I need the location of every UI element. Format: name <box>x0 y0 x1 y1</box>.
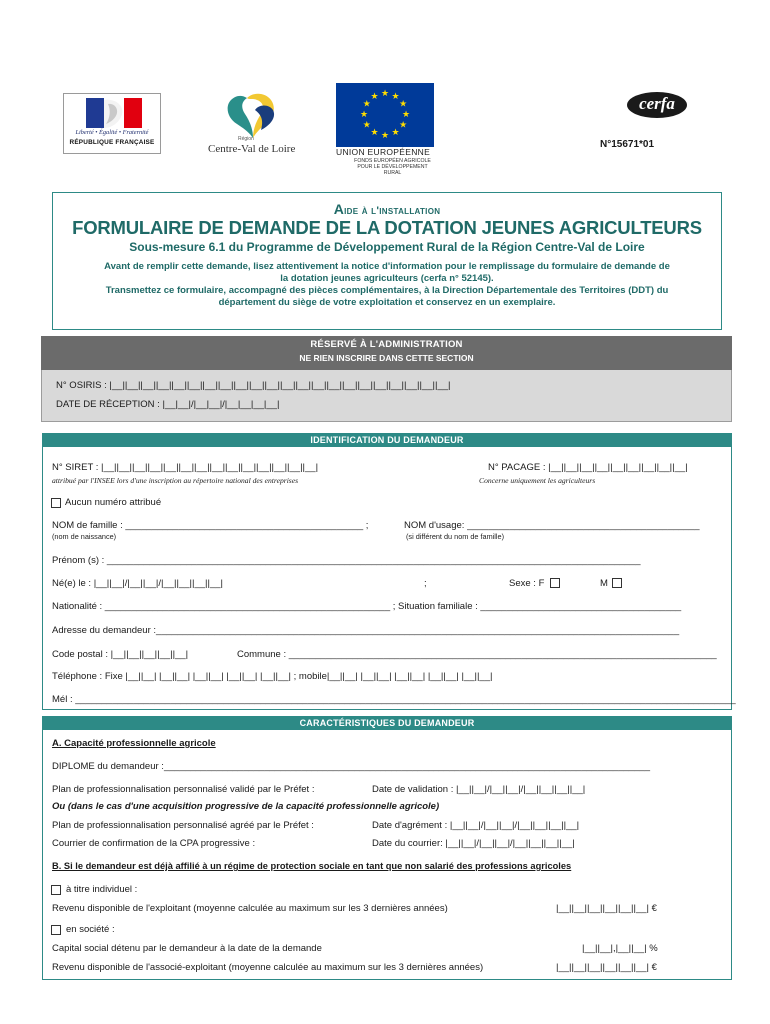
osiris-field: N° OSIRIS : |__||__||__||__||__||__||__||__||__||__||__||__||__||__||__||__||__||__||__||__||__||__| <box>56 380 451 391</box>
svg-text:★: ★ <box>399 120 408 131</box>
form-subtitle: Sous-mesure 6.1 du Programme de Développement Rural de la Région Centre-Val de Loire <box>129 240 645 254</box>
notice-line-4: département du siège de votre exploitation et conservez en un exemplaire. <box>218 297 556 308</box>
revenu-associe-label: Revenu disponible de l'associé-exploitant (moyenne calculée au maximum sur les 3 dernières années) <box>52 962 484 973</box>
nom-famille-field[interactable]: NOM de famille : _____________________________________________ ; <box>52 520 369 531</box>
naissance-field[interactable]: Né(e) le : |__||__|/|__||__|/|__||__||__||__| <box>52 578 224 589</box>
svg-text:★: ★ <box>391 91 400 102</box>
svg-text:★: ★ <box>362 99 371 110</box>
courrier-label: Courrier de confirmation de la CPA progressive : <box>52 838 256 849</box>
admin-section-body <box>41 370 732 422</box>
svg-text:★: ★ <box>380 89 390 99</box>
sexe-label: Sexe : F <box>509 578 545 589</box>
svg-text:★: ★ <box>380 131 390 141</box>
nom-usage-note: (si différent du nom de famille) <box>406 532 505 541</box>
eu-fonds-line-1: FONDS EUROPÉEN AGRICOLE <box>354 158 431 164</box>
adresse-field[interactable]: Adresse du demandeur :___________________________________________________________________________________________________ <box>52 625 680 636</box>
form-title: FORMULAIRE DE DEMANDE DE LA DOTATION JEUNES AGRICULTEURS <box>72 217 702 238</box>
nom-famille-note: (nom de naissance) <box>52 532 117 541</box>
eu-fonds-line-2: POUR LE DÉVELOPPEMENT RURAL <box>357 164 428 176</box>
aide-installation-heading <box>53 201 721 217</box>
individuel-label: à titre individuel : <box>66 884 138 895</box>
sexe-f-checkbox[interactable] <box>550 578 560 588</box>
notice-line-3: Transmettez ce formulaire, accompagné des pièces complémentaires, à la Direction Départementale des Territoires (DDT) du <box>105 285 669 296</box>
form-notice <box>65 261 709 309</box>
affiliation-title: B. Si le demandeur est déjà affilié à un régime de protection sociale en tant que non salarié des professions agricoles <box>52 861 572 871</box>
pacage-note: Concerne uniquement les agriculteurs <box>479 476 596 485</box>
republique-francaise-logo <box>63 93 161 154</box>
union-europeenne-logo <box>336 83 436 176</box>
siret-note: attribué par l'INSEE lors d'une inscription au répertoire national des entreprises <box>52 476 299 485</box>
date-agrement-field[interactable]: Date d'agrément : |__||__|/|__||__|/|__||__||__||__| <box>372 820 580 831</box>
cerfa-logo-text: cerfa <box>639 94 675 113</box>
prenom-field[interactable]: Prénom (s) : _____________________________________________________________________________________________________ <box>52 555 641 566</box>
date-validation-field[interactable]: Date de validation : |__||__|/|__||__|/|__||__||__||__| <box>372 784 586 795</box>
rf-name: RÉPUBLIQUE FRANÇAISE <box>69 139 155 146</box>
region-centre-val-de-loire-logo <box>205 90 305 160</box>
region-small-label: Région <box>238 136 254 142</box>
eu-fonds <box>349 158 436 176</box>
societe-checkbox[interactable] <box>51 925 61 935</box>
naissance-separator: ; <box>424 578 427 589</box>
aucun-numero-label: Aucun numéro attribué <box>65 497 162 508</box>
svg-text:★: ★ <box>370 128 379 139</box>
rf-motto: Liberté • Égalité • Fraternité <box>75 129 149 136</box>
telephone-field[interactable]: Téléphone : Fixe |__||__| |__||__| |__||__| |__||__| |__||__| ; mobile|__||__| |__||__| |__||__| |__||__| |__||__| <box>52 671 493 682</box>
siret-field[interactable]: N° SIRET : |__||__||__||__||__||__||__||__||__||__||__||__||__||__| <box>52 462 319 473</box>
caracteristiques-header: CARACTÉRISTIQUES DU DEMANDEUR <box>42 716 732 730</box>
admin-subtitle: NE RIEN INSCRIRE DANS CETTE SECTION <box>299 353 474 363</box>
revenu-exploitant-field[interactable]: |__||__||__||__||__||__| € <box>556 903 657 914</box>
notice-line-2: la dotation jeunes agriculteurs (cerfa n° 52145). <box>280 273 494 284</box>
svg-text:★: ★ <box>401 110 411 120</box>
reception-date-field: DATE DE RÉCEPTION : |__|__|/|__|__|/|__|__|__|__| <box>56 399 280 410</box>
diplome-field[interactable]: DIPLOME du demandeur :____________________________________________________________________________________________ <box>52 761 651 772</box>
sexe-m-checkbox[interactable] <box>612 578 622 588</box>
pacage-field[interactable]: N° PACAGE : |__||__||__||__||__||__||__||__||__| <box>488 462 688 473</box>
svg-text:★: ★ <box>391 128 400 139</box>
capital-field[interactable]: |__||__|,|__||__| % <box>582 943 658 954</box>
aide-rest: ide à l'installation <box>344 205 441 217</box>
capital-label: Capital social détenu par le demandeur à la date de la demande <box>52 943 322 954</box>
cerfa-logo <box>626 90 688 120</box>
ppp-agree-label: Plan de professionnalisation personnalisé agréé par le Préfet : <box>52 820 314 831</box>
svg-text:★: ★ <box>359 110 369 120</box>
region-heart-icon <box>223 90 293 140</box>
aucun-numero-checkbox[interactable] <box>51 498 61 508</box>
societe-label: en société : <box>66 924 115 935</box>
identification-header: IDENTIFICATION DU DEMANDEUR <box>42 433 732 447</box>
marianne-icon <box>86 98 142 128</box>
ou-cpa-progressive: Ou (dans le cas d'une acquisition progressive de la capacité professionnelle agricole) <box>52 801 440 812</box>
svg-text:★: ★ <box>370 91 379 102</box>
capacite-title: A. Capacité professionnelle agricole <box>52 738 216 749</box>
svg-text:★: ★ <box>399 99 408 110</box>
eu-flag-icon <box>336 83 434 147</box>
date-courrier-field[interactable]: Date du courrier: |__||__|/|__||__|/|__||__||__||__| <box>372 838 575 849</box>
admin-section-header <box>41 336 732 370</box>
aide-initial: A <box>333 201 345 217</box>
title-box <box>52 192 722 330</box>
nationalite-situation-field[interactable]: Nationalité : ______________________________________________________ ; Situation familiale : ______________________________________ <box>52 601 682 612</box>
revenu-exploitant-label: Revenu disponible de l'exploitant (moyenne calculée au maximum sur les 3 dernières années) <box>52 903 448 914</box>
revenu-associe-field[interactable]: |__||__||__||__||__||__| € <box>556 962 657 973</box>
individuel-checkbox[interactable] <box>51 885 61 895</box>
eu-name: UNION EUROPÉENNE <box>336 147 431 157</box>
sexe-m-label: M <box>600 578 608 589</box>
admin-title: RÉSERVÉ À L'ADMINISTRATION <box>310 339 463 350</box>
ppp-valide-label: Plan de professionnalisation personnalisé validé par le Préfet : <box>52 784 315 795</box>
region-name: Centre-Val de Loire <box>208 143 296 155</box>
mel-field[interactable]: Mél : _____________________________________________________________________________________________________________________________ <box>52 694 736 705</box>
notice-line-1: Avant de remplir cette demande, lisez attentivement la notice d'information pour le remplissage du formulaire de demande de <box>104 261 670 272</box>
nom-usage-field[interactable]: NOM d'usage: ____________________________________________ <box>404 520 700 531</box>
svg-text:★: ★ <box>362 120 371 131</box>
cerfa-number: N°15671*01 <box>600 139 655 150</box>
commune-field[interactable]: Commune : _________________________________________________________________________________ <box>237 649 717 660</box>
code-postal-field[interactable]: Code postal : |__||__||__||__||__| <box>52 649 189 660</box>
